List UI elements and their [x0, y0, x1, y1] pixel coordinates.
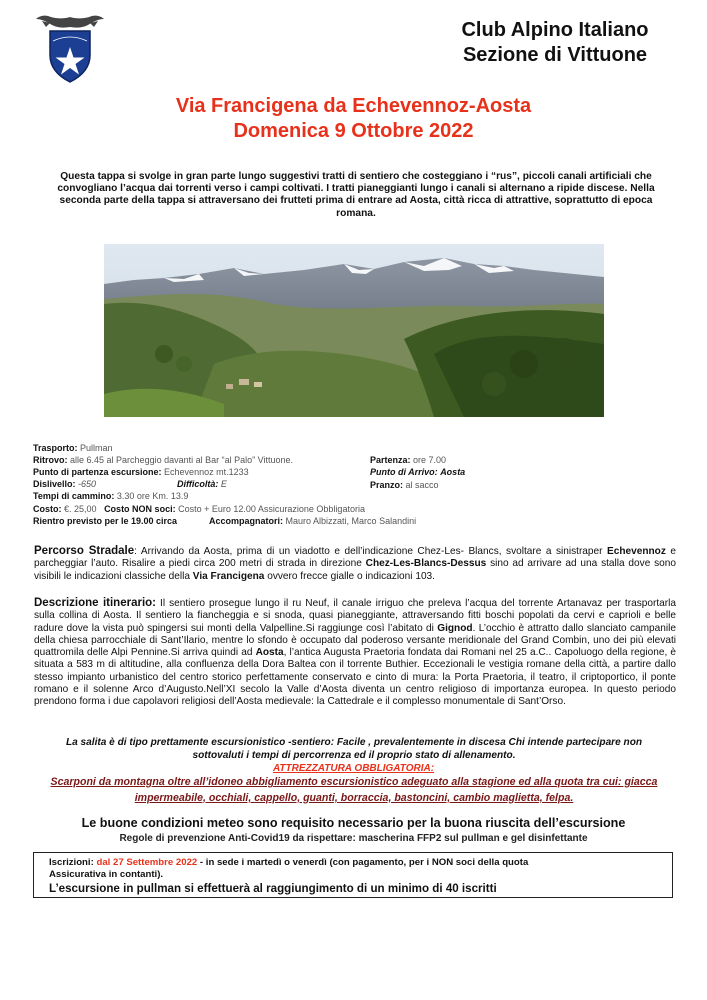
iscrizioni-label: Iscrizioni:	[49, 857, 97, 868]
pranzo-label: Pranzo:	[370, 480, 404, 490]
costo-non-soci-value: Costo + Euro 12.00 Assicurazione Obbligatoria	[178, 504, 365, 514]
meteo-note: Le buone condizioni meteo sono requisito necessario per la buona riuscita dell’escursione	[81, 816, 626, 830]
iscrizioni-text1: - in sede i martedì o venerdì (con pagamento, per i NON soci della quota	[197, 857, 529, 868]
costo-value: €. 25,00	[64, 504, 97, 514]
trasporto-value: Pullman	[80, 443, 113, 453]
rientro-value: Rientro previsto per le 19.00 circa	[33, 516, 178, 526]
descrizione-b2: Aosta	[255, 647, 284, 659]
descrizione-section	[34, 597, 676, 709]
dislivello-value: -650	[78, 479, 97, 489]
ritrovo-value: alle 6.45 al Parcheggio davanti al Bar “al Palo” Vittuone.	[70, 455, 293, 465]
tempi-value: 3.30 ore Km. 13.9	[116, 491, 189, 501]
info-dislivello	[33, 479, 173, 490]
percorso-text	[34, 545, 676, 583]
salita-line1: La salita è di tipo prettamente escursionistico -sentiero: Facile , prevalentemente in discesa Chi intende partecipare non	[65, 737, 643, 748]
salita-note	[28, 737, 680, 763]
punto-partenza-value: Echevennoz mt.1233	[164, 467, 249, 477]
costo-label: Costo:	[33, 504, 62, 514]
descrizione-text	[34, 597, 676, 709]
attrezzatura-text	[30, 775, 678, 806]
iscrizioni-text2: Assicurativa in contanti).	[49, 869, 164, 880]
punto-arrivo-label: Punto di Arrivo:	[370, 467, 438, 477]
info-partenza	[370, 455, 570, 466]
event-title	[0, 94, 707, 144]
descrizione-t1: Il sentiero prosegue lungo il ru Neuf, il canale irriguo che preleva l’acqua del torrente Artanavaz per trasportarla sulla collina di Aosta. Il sentiero la fiancheggia e si snoda, quasi pianeggiante, attraversando fitti boschi popolati da cervi e caprioli e belle radure dove la vista può spingersi sui monti della Valpelline.Si raggiunge così l’abitato di	[34, 598, 676, 634]
info-rientro	[33, 516, 233, 527]
club-section: Sezione di Vittuone	[462, 44, 648, 66]
percorso-heading: Percorso Stradale	[34, 545, 135, 557]
iscrizioni-date: dal 27 Settembre 2022	[96, 857, 198, 868]
event-route: Via Francigena da Echevennoz-Aosta	[175, 95, 532, 117]
club-header	[430, 18, 680, 68]
difficolta-label: Difficoltà:	[177, 479, 219, 489]
percorso-b1: Echevennoz	[607, 546, 666, 557]
partenza-label: Partenza:	[370, 455, 411, 465]
info-trasporto	[33, 443, 333, 454]
percorso-t4: ovvero frecce gialle o indicazioni 103.	[264, 570, 435, 582]
descrizione-heading: Descrizione itinerario:	[34, 597, 156, 609]
event-date: Domenica 9 Ottobre 2022	[233, 120, 474, 142]
descrizione-t3: , l’antica Augusta Praetoria fondata dai Romani nel 25 a.C.. Capoluogo della regione, è situata a 583 m di altitudine, alla confluenza della Dora Baltea con il torrente Buthier. Eccezionali le vestigia romane della città, a partire dallo stesso impianto urbanistico del centro storico perfettamente conservato e cinto di mura: la Porta Praetoria, il teatro, il criptoportico, il ponte romano e il solenne Arco d’Augusto.Nell’XI secolo la Valle d’Aosta diventa un centro religioso di importanza europea. In questo periodo prendono forma i due capolavori religiosi dell’Aosta medievale: la Cattedrale e il complesso monumentale di Sant’Orso.	[34, 647, 676, 708]
difficolta-value: E	[220, 479, 227, 489]
star-shield-icon	[50, 31, 90, 82]
attrezzatura-heading: ATTREZZATURA OBBLIGATORIA:	[272, 763, 435, 774]
covid-note: Regole di prevenzione Anti-Covid19 da rispettare: mascherina FFP2 sul pullman e gel disinfettante	[119, 833, 588, 844]
percorso-b3: Via Francigena	[192, 570, 265, 582]
percorso-t3: sino ad arrivare ad una stalla dove sono visibili le indicazioni classiche della	[34, 558, 676, 582]
info-pranzo	[370, 480, 570, 491]
info-punto-arrivo	[370, 467, 570, 478]
punto-partenza-label: Punto di partenza escursione:	[33, 467, 162, 477]
club-name: Club Alpino Italiano	[461, 19, 649, 41]
accompagnatori-label: Accompagnatori:	[209, 516, 284, 526]
punto-arrivo-value: Aosta	[440, 467, 466, 477]
attrezzatura-line1: Scarponi da montagna oltre all’idoneo abbigliamento escursionistico adeguato alla stagione ed alla quota tra cui: giacca	[50, 776, 658, 788]
info-difficolta	[177, 479, 297, 490]
cai-logo	[34, 13, 106, 85]
info-accompagnatori	[209, 516, 529, 527]
info-ritrovo	[33, 455, 363, 466]
accompagnatori-value: Mauro Albizzati, Marco Salandini	[285, 516, 417, 526]
info-costo	[33, 504, 483, 515]
eagle-icon	[36, 16, 104, 28]
pullman-note: L’escursione in pullman si effettuerà al raggiungimento di un minimo di 40 iscritti	[49, 882, 497, 895]
descrizione-b1: Gignod	[437, 622, 473, 634]
salita-line2: sottovaluti i tempi di percorrenza ed il proprio stato di allenamento.	[192, 749, 516, 761]
landscape-photo	[104, 244, 604, 417]
info-punto-partenza	[33, 467, 363, 478]
dislivello-label: Dislivello:	[33, 479, 76, 489]
ritrovo-label: Ritrovo:	[33, 455, 68, 465]
intro-text: Questa tappa si svolge in gran parte lungo suggestivi tratti di sentiero che costeggiano i “rus”, piccoli canali artificiali che convogliano l’acqua dai torrenti verso i campi coltivati. I tratti pianeggianti lungo i canali si alternano a ripide discese. Nella seconda parte della tappa si attraversano dei frutteti prima di entrare ad Aosta, città ricca di attrattive, soprattutto di epoca romana.	[57, 171, 655, 219]
partenza-value: ore 7.00	[413, 455, 447, 465]
tempi-label: Tempi di cammino:	[33, 491, 115, 501]
iscrizioni-line1	[49, 857, 659, 869]
percorso-t2: e parcheggiar l’auto. Risalire a piedi circa 200 metri di strada in direzione	[34, 546, 677, 570]
costo-non-soci-label: Costo NON soci:	[104, 504, 176, 514]
percorso-b2: Chez-Les-Blancs-Dessus	[365, 558, 487, 570]
percorso-section	[34, 545, 676, 583]
descrizione-t2: . L’occhio è attratto dallo slanciato campanile della chiesa parrocchiale di Sant’Ilario, mentre lo sfondo è occupato dal poderoso versante meridionale del Grand Combin, uno dei più elevati quattromila delle Alpi Pennine.Si arriva quindi ad	[34, 622, 676, 659]
pranzo-value: al sacco	[405, 480, 439, 490]
percorso-t1: : Arrivando da Aosta, prima di un viadotto e dell’indicazione Chez-Les- Blancs, svoltare a sinistraper	[134, 546, 607, 557]
attrezzatura-line2: impermeabile, occhiali, cappello, guanti, borraccia, bastoncini, cambio maglietta, felpa.	[134, 791, 574, 804]
trasporto-label: Trasporto:	[33, 443, 78, 453]
iscrizioni-text	[49, 857, 659, 881]
info-tempi	[33, 491, 333, 502]
